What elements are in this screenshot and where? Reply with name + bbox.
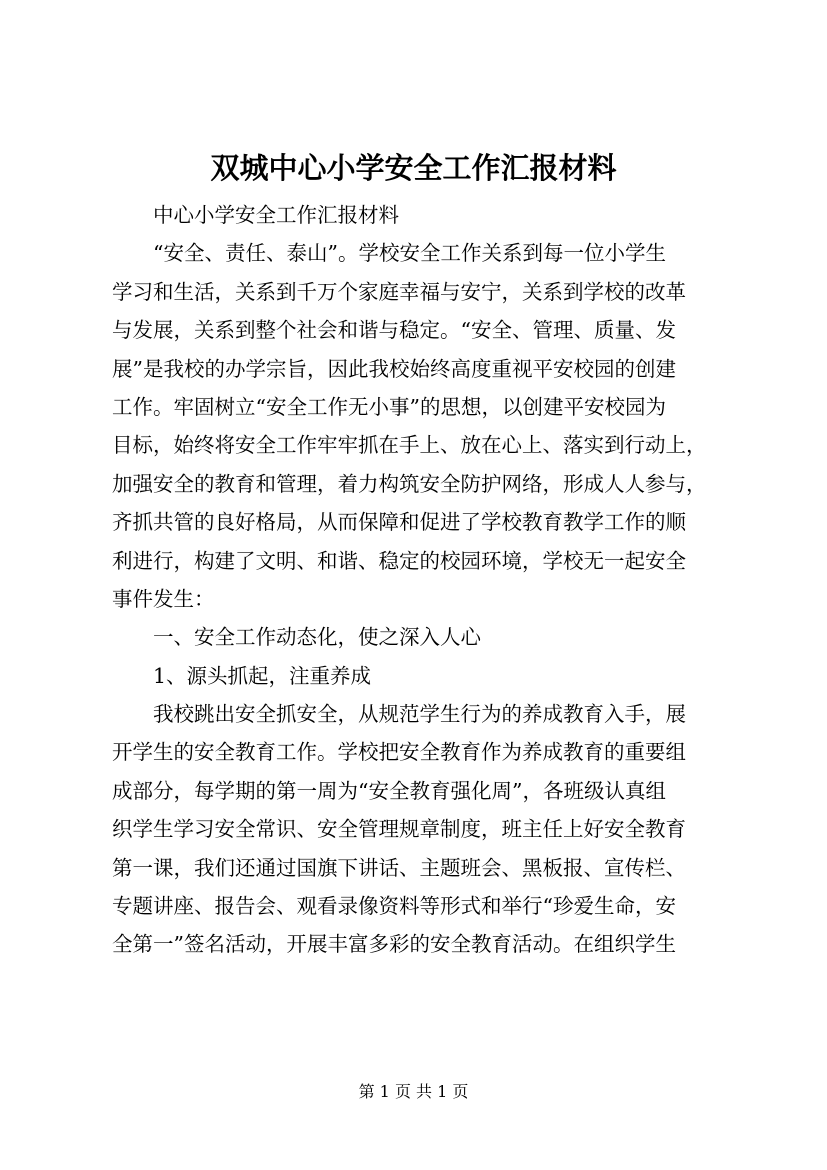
paragraph-line: “安全、责任、泰山”。学校安全工作关系到每一位小学生	[153, 241, 666, 266]
paragraph-line: 织学生学习安全常识、安全管理规章制度，班主任上好安全教育	[112, 817, 686, 842]
section-heading: 一、安全工作动态化，使之深入人心	[153, 625, 481, 650]
document-body	[112, 196, 732, 964]
subtitle-line: 中心小学安全工作汇报材料	[153, 203, 399, 227]
paragraph-line: 利进行，构建了文明、和谐、稳定的校园环境，学校无一起安全	[112, 548, 686, 573]
document-title: 双城中心小学安全工作汇报材料	[210, 151, 617, 185]
paragraph-line: 齐抓共管的良好格局，从而保障和促进了学校教育教学工作的顺	[112, 510, 686, 535]
paragraph-line: 第一课，我们还通过国旗下讲话、主题班会、黑板报、宣传栏、	[112, 855, 686, 880]
paragraph-line: 展”是我校的办学宗旨，因此我校始终高度重视平安校园的创建	[112, 356, 676, 381]
paragraph-line: 专题讲座、报告会、观看录像资料等形式和举行“珍爱生命，安	[112, 894, 676, 919]
paragraph-line: 全第一”签名活动，开展丰富多彩的安全教育活动。在组织学生	[112, 932, 676, 957]
paragraph-line: 目标，始终将安全工作牢牢抓在手上、放在心上、落实到行动上，	[112, 433, 707, 458]
paragraph-line: 学习和生活，关系到千万个家庭幸福与安宁，关系到学校的改革	[112, 279, 686, 304]
subsection-heading: 1、源头抓起，注重养成	[153, 663, 372, 688]
paragraph-line: 我校跳出安全抓安全，从规范学生行为的养成教育入手，展	[153, 702, 686, 727]
paragraph-line: 事件发生：	[112, 586, 215, 611]
paragraph-line: 加强安全的教育和管理，着力构筑安全防护网络，形成人人参与，	[112, 471, 707, 496]
page-footer: 第 1 页 共 1 页	[358, 1082, 469, 1101]
paragraph-line: 开学生的安全教育工作。学校把安全教育作为养成教育的重要组	[112, 740, 686, 765]
paragraph-line: 工作。牢固树立“安全工作无小事”的思想，以创建平安校园为	[112, 394, 666, 419]
paragraph-line: 成部分，每学期的第一周为“安全教育强化周”，各班级认真组	[112, 778, 666, 803]
paragraph-line: 与发展，关系到整个社会和谐与稳定。“安全、管理、质量、发	[112, 318, 676, 343]
